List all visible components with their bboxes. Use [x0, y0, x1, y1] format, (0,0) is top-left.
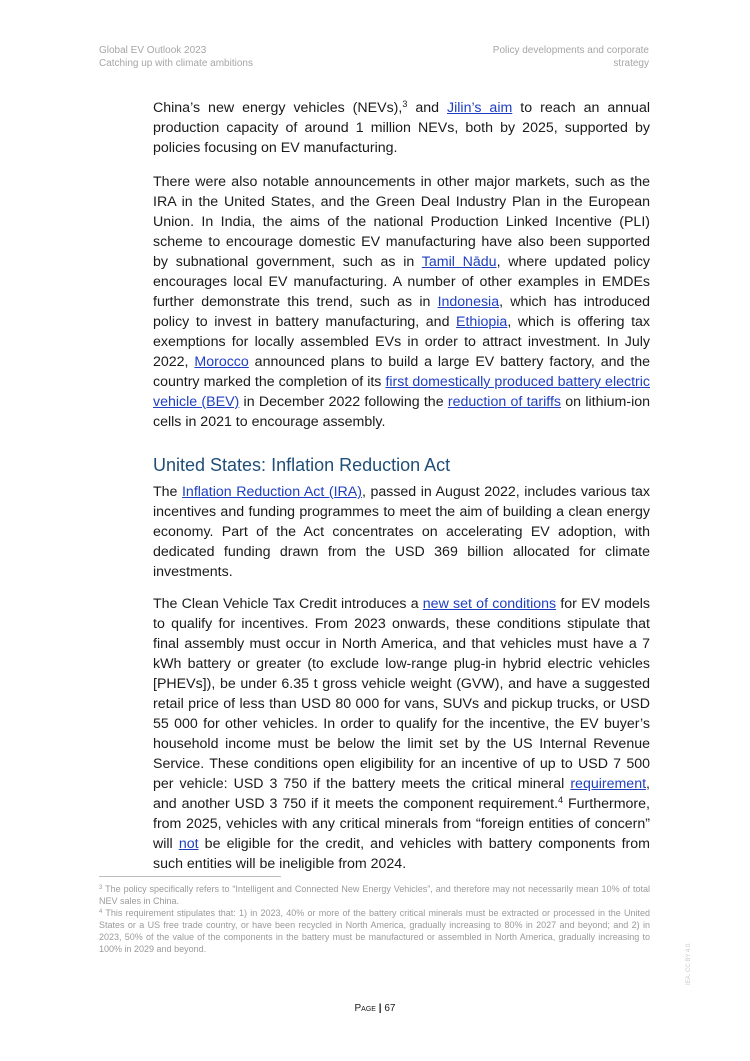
- link-morocco[interactable]: Morocco: [194, 354, 249, 370]
- text: , where updated policy encourages local EV manufacturing. A number of other examples in EMDEs further demonstrate this trend, such as in: [153, 254, 651, 310]
- paragraph-ira: [153, 482, 650, 582]
- link-ira[interactable]: Inflation Reduction Act (IRA): [181, 484, 362, 500]
- text: announced plans to build a large EV battery factory, and the country marked the completion of its: [153, 354, 650, 390]
- footnote-number: 3: [99, 885, 103, 891]
- footnotes: [99, 883, 650, 955]
- paragraph-other-markets: [153, 172, 650, 432]
- link-jilin-aim[interactable]: Jilin’s aim: [447, 100, 513, 116]
- footnote-3: [99, 883, 650, 907]
- running-header-right: Policy developments and corporate strategy: [492, 45, 649, 69]
- page-label: Page: [354, 1003, 376, 1014]
- link-reduction-of-tariffs[interactable]: reduction of tariffs: [447, 394, 562, 410]
- text: , which is offering tax exemptions for locally assembled EVs in order to attract investment. In July 2022,: [153, 314, 651, 370]
- section-heading: United States: Inflation Reduction Act: [153, 455, 451, 475]
- footnote-divider: [99, 876, 281, 877]
- link-ethiopia[interactable]: Ethiopia: [456, 314, 508, 330]
- link-not[interactable]: not: [178, 836, 199, 852]
- text: The: [153, 484, 182, 500]
- link-new-set-of-conditions[interactable]: new set of conditions: [422, 596, 557, 612]
- text: and: [407, 100, 448, 116]
- text: in December 2022 following the: [239, 394, 448, 410]
- text: on lithium-ion cells in 2021 to encourage assembly.: [153, 394, 650, 430]
- page-separator: |: [378, 1003, 382, 1014]
- page-number-value: 67: [384, 1003, 396, 1014]
- text: to reach an annual production capacity of around 1 million NEVs, both by 2025, supported by policies focusing on EV manufacturing.: [153, 100, 650, 156]
- footnote-ref-3[interactable]: 3: [402, 99, 408, 109]
- text: , which has introduced policy to invest in battery manufacturing, and: [153, 294, 651, 330]
- text: be eligible for the credit, and vehicles with battery components from such entities will be ineligible from 2024.: [153, 836, 650, 872]
- link-first-bev[interactable]: first domestically produced battery electric vehicle (BEV): [153, 374, 650, 410]
- report-title: Global EV Outlook 2023: [99, 45, 207, 56]
- footnote-4: [99, 907, 650, 955]
- text: , passed in August 2022, includes various tax incentives and funding programmes to meet the aim of building a clean energy economy. Part of the Act concentrates on accelerating EV adoption, with dedicated funding drawn from the USD 369 billion allocated for climate investments.: [153, 484, 651, 580]
- report-subtitle: Catching up with climate ambitions: [99, 58, 253, 69]
- text: The Clean Vehicle Tax Credit introduces a: [153, 596, 423, 612]
- footnote-ref-4[interactable]: 4: [558, 795, 564, 805]
- link-indonesia[interactable]: Indonesia: [437, 294, 500, 310]
- footnote-text: The policy specifically refers to “Intelligent and Connected New Energy Vehicles”, and therefore may not necessarily mean 10% of total NEV sales in China.: [99, 884, 650, 906]
- text: China’s new energy vehicles (NEVs),: [153, 100, 403, 116]
- paragraph-tax-credit: [153, 594, 650, 874]
- text: , and another USD 3 750 if it meets the component requirement.: [153, 776, 650, 812]
- page-number: [300, 1003, 450, 1014]
- license-mark: IEA. CC BY 4.0.: [686, 942, 692, 985]
- text: Furthermore, from 2025, vehicles with any critical minerals from “foreign entities of concern” will: [153, 796, 650, 852]
- text: for EV models to qualify for incentives. From 2023 onwards, these conditions stipulate that final assembly must occur in North America, and that vehicles must have a 7 kWh battery or greater (to exclude low-range plug-in hybrid electric vehicles [PHEVs]), be under 6.35 t gross vehicle weight (GVW), and have a suggested retail price of less than USD 80 000 for vans, SUVs and pickup trucks, or USD 55 000 for other vehicles. In order to qualify for the incentive, the EV buyer’s household income must be below the limit set by the US Internal Revenue Service. These conditions open eligibility for an incentive of up to USD 7 500 per vehicle: USD 3 750 if the battery meets the critical mineral: [153, 596, 650, 792]
- link-tamil-nadu[interactable]: Tamil Nādu: [421, 254, 497, 270]
- running-header-left: [99, 44, 253, 70]
- text: There were also notable announcements in other major markets, such as the IRA in the United States, and the Green Deal Industry Plan in the European Union. In India, the aims of the national Production Linked Incentive (PLI) scheme to encourage domestic EV manufacturing have also been supported by subnational government, such as in: [153, 174, 650, 270]
- footnote-text: This requirement stipulates that: 1) in 2023, 40% or more of the battery critical minerals must be extracted or processed in the United States or a US free trade country, or have been recycled in North America, gradually increasing to 80% in 2027 and beyond; and 2) in 2023, 50% of the value of the components in the battery must be manufactured or assembled in North America, gradually increasing to 100% in 2029 and beyond.: [99, 908, 650, 954]
- footnote-number: 4: [99, 909, 103, 915]
- paragraph-china-nevs: [153, 98, 650, 158]
- link-requirement[interactable]: requirement: [570, 776, 647, 792]
